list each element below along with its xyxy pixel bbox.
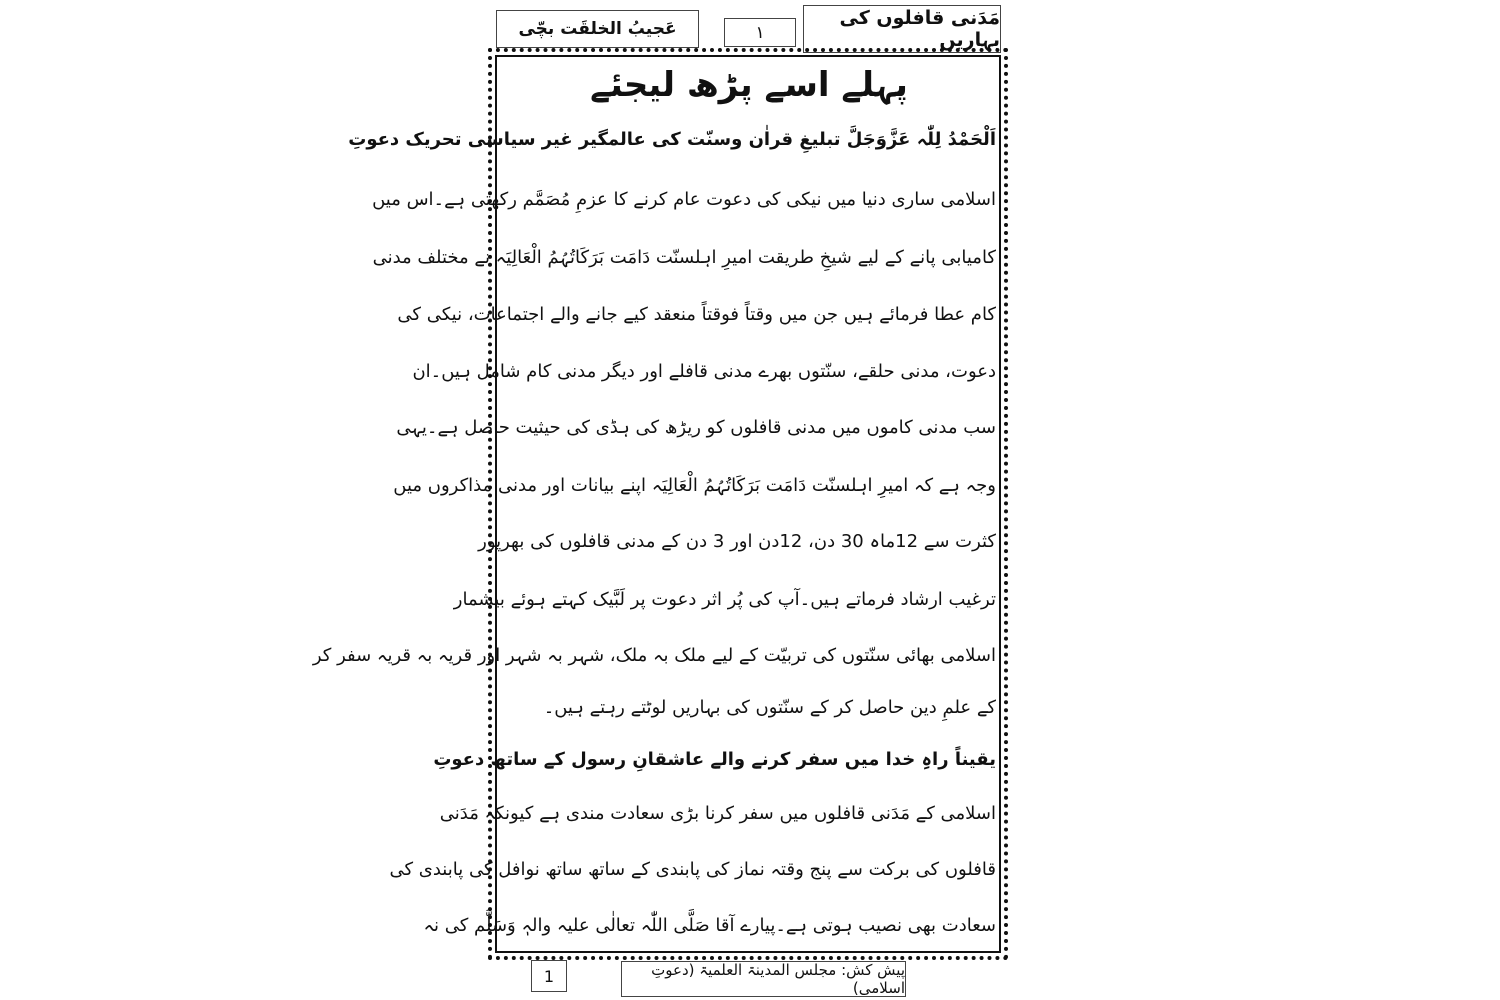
main-content xyxy=(312,56,998,952)
text-line: یقیناً راہِ خدا میں سفر کرنے والے عاشقانِ رسول کے ساتھ دعوتِ xyxy=(433,749,996,770)
text-line: کثرت سے 12ماہ 30 دن، 12دن اور 3 دن کے مدنی قافلوں کی بھرپور xyxy=(478,531,996,552)
text-line: سب مدنی کاموں میں مدنی قافلوں کو ریڑھ کی ہڈی کی حیثیت حاصل ہے۔یہی xyxy=(396,417,996,438)
text-line: قافلوں کی برکت سے پنج وقتہ نماز کی پابندی کے ساتھ ساتھ نوافل کی پابندی کی xyxy=(389,859,996,880)
page-title: پہلے اسے پڑھ لیجئے xyxy=(590,65,908,105)
text-line: اسلامی بھائی سنّتوں کی تربیّت کے لیے ملک بہ ملک، شہر بہ شہر اور قریہ بہ قریہ سفر کر xyxy=(312,645,996,666)
header-page-number: ۱ xyxy=(724,18,796,47)
footer-credit: پیش کش: مجلس المدینۃ العلمیۃ (دعوتِ اسلامی) xyxy=(621,961,906,997)
text-line: کامیابی پانے کے لیے شیخِ طریقت امیرِ اہلسنّت دَامَت بَرَکَاتُہُمُ الْعَالِیَہ نے مختلف مدنی xyxy=(372,247,996,268)
text-line: اسلامی کے مَدَنی قافلوں میں سفر کرنا بڑی سعادت مندی ہے کیونکہ مَدَنی xyxy=(439,803,996,824)
text-line: اَلْحَمْدُ لِلّٰہ عَزَّوَجَلَّ تبلیغِ قراٰن وسنّت کی عالمگیر غیر سیاسی تحریک دعوتِ xyxy=(348,129,996,150)
footer-page-number: 1 xyxy=(531,960,567,992)
text-line: وجہ ہے کہ امیرِ اہلسنّت دَامَت بَرَکَاتُہُمُ الْعَالِیَہ اپنے بیانات اور مدنی مذاکروں میں xyxy=(393,475,996,496)
text-line: کے علمِ دین حاصل کر کے سنّتوں کی بہاریں لوٹتے رہتے ہیں۔ xyxy=(543,697,996,718)
header-book-title: مَدَنی قافلوں کی بہاریں xyxy=(803,5,1001,53)
text-line: کام عطا فرمائے ہیں جن میں وقتاً فوقتاً منعقد کیے جانے والے اجتماعات، نیکی کی xyxy=(397,304,996,325)
text-line: سعادت بھی نصیب ہوتی ہے۔پیارے آقا صَلَّی اللّٰہ تعالٰی علیہ والہٖ وَسَلَّم کی نہ xyxy=(423,915,996,936)
text-line: ترغیب ارشاد فرماتے ہیں۔آپ کی پُر اثر دعوت پر لَبَّیک کہتے ہوئے بیشمار xyxy=(453,589,996,610)
text-line: دعوت، مدنی حلقے، سنّتوں بھرے مدنی قافلے اور دیگر مدنی کام شامل ہیں۔ان xyxy=(412,361,996,382)
text-line: اسلامی ساری دنیا میں نیکی کی دعوت عام کرنے کا عزمِ مُصَمَّم رکھتی ہے۔اس میں xyxy=(372,189,996,210)
header-chapter-title: عَجیبُ الخلقَت بچّی xyxy=(496,10,699,48)
